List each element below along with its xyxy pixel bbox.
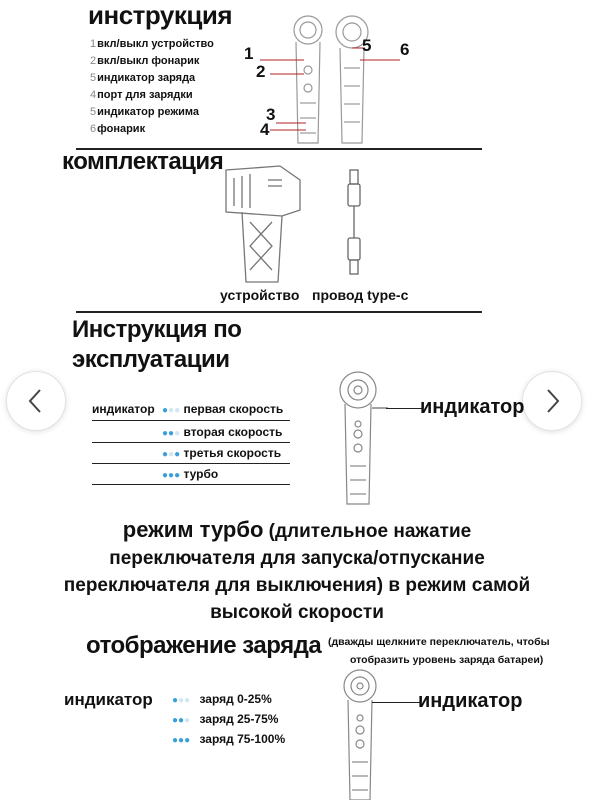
instruction-title: инструкция bbox=[88, 0, 233, 30]
charge-row: ●●● заряд 25-75% bbox=[172, 712, 279, 726]
blower-device-image bbox=[220, 160, 310, 285]
speed-row: ●●● третья скорость bbox=[162, 446, 282, 460]
divider-line bbox=[92, 420, 290, 421]
indicator-pointer bbox=[386, 408, 422, 409]
usage-indicator-label: индикатор bbox=[92, 402, 155, 416]
indicator-dots: ●●● bbox=[162, 405, 181, 416]
device-label: устройство bbox=[220, 287, 300, 303]
instruction-item: 6фонарик bbox=[90, 123, 146, 135]
callout-5: 5 bbox=[362, 36, 372, 55]
device-bottom-view bbox=[330, 666, 392, 800]
charge-row: ●●● заряд 75-100% bbox=[172, 732, 286, 746]
chevron-right-icon bbox=[540, 387, 564, 415]
instruction-item: 5индикатор режима bbox=[90, 106, 199, 118]
instruction-item: 1вкл/выкл устройство bbox=[90, 38, 214, 50]
callout-6: 6 bbox=[400, 40, 410, 59]
instruction-item: 4порт для зарядки bbox=[90, 89, 193, 101]
device-diagram bbox=[240, 8, 440, 148]
divider bbox=[76, 311, 482, 313]
callout-2: 2 bbox=[256, 62, 266, 81]
charge-indicator-right: индикатор bbox=[418, 690, 523, 712]
charge-indicator-label: индикатор bbox=[64, 690, 153, 709]
kit-title: комплектация bbox=[62, 148, 224, 175]
divider-line bbox=[92, 484, 290, 485]
indicator-dots: ●●● bbox=[172, 695, 191, 706]
callout-3: 3 bbox=[266, 105, 276, 124]
indicator-dots: ●●● bbox=[172, 715, 191, 726]
device-top-view bbox=[328, 368, 388, 508]
charge-note-line1: (дважды щелкните переключатель, чтобы bbox=[328, 636, 550, 648]
carousel-prev-button[interactable] bbox=[6, 371, 66, 431]
cable-label: провод type-c bbox=[312, 287, 409, 303]
chevron-left-icon bbox=[24, 387, 48, 415]
indicator-pointer bbox=[372, 702, 420, 703]
divider-line bbox=[92, 442, 290, 443]
speed-row: ●●● первая скорость bbox=[162, 402, 284, 416]
charge-note-line2: отобразить уровень заряда батареи) bbox=[350, 654, 544, 666]
charge-row: ●●● заряд 0-25% bbox=[172, 692, 272, 706]
instruction-item: 2вкл/выкл фонарик bbox=[90, 55, 200, 67]
divider-line bbox=[92, 463, 290, 464]
indicator-dots: ●●● bbox=[172, 735, 191, 746]
indicator-dots: ●●● bbox=[162, 470, 181, 481]
turbo-description: режим турбо (длительное нажатие переключателя для запуска/отпускание переключателя для выключения) в режим самой высокой скорости bbox=[63, 517, 531, 623]
usage-title-line2: эксплуатации bbox=[72, 346, 230, 373]
usage-indicator-right: индикатор bbox=[420, 396, 525, 418]
speed-row: ●●● вторая скорость bbox=[162, 425, 283, 439]
instruction-item: 5индикатор заряда bbox=[90, 72, 196, 84]
indicator-dots: ●●● bbox=[162, 449, 181, 460]
carousel-next-button[interactable] bbox=[522, 371, 582, 431]
charge-title: отображение заряда bbox=[86, 632, 322, 659]
callout-4: 4 bbox=[260, 120, 270, 139]
indicator-dots: ●●● bbox=[162, 428, 181, 439]
callout-1: 1 bbox=[244, 44, 254, 63]
usage-title-line1: Инструкция по bbox=[72, 316, 242, 343]
cable-image bbox=[340, 168, 370, 283]
speed-row: ●●● турбо bbox=[162, 467, 219, 481]
instruction-list bbox=[90, 36, 214, 138]
